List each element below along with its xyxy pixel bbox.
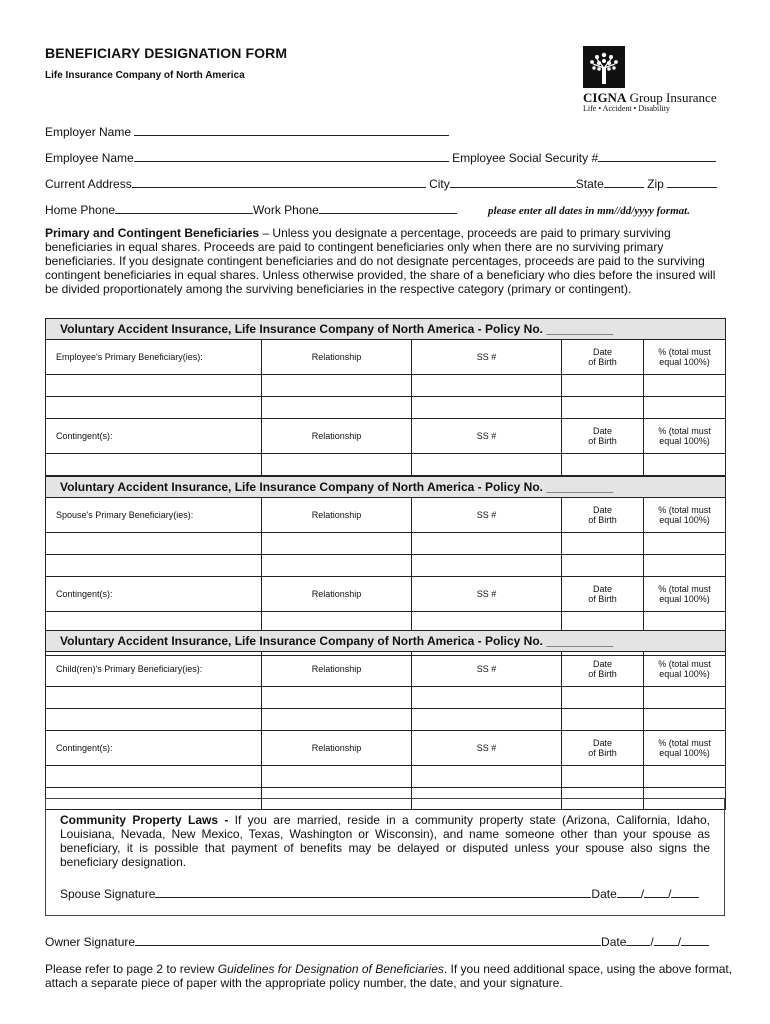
owner-date-year[interactable]: [681, 935, 709, 946]
beneficiary-instructions: [45, 226, 725, 296]
employer-name-row: [45, 125, 449, 139]
logo-brand-name: CIGNA Group Insurance: [583, 90, 717, 105]
date-format-note: please enter all dates in mm//dd/yyyy format.: [488, 205, 690, 217]
relationship-header: Relationship: [262, 340, 412, 375]
owner-date-label: Date: [601, 935, 627, 949]
primary-beneficiary-label: Spouse's Primary Beneficiary(ies):: [46, 498, 262, 533]
table-row[interactable]: [46, 687, 726, 709]
section-title: Voluntary Accident Insurance, Life Insurance Company of North America - Policy No. __________: [46, 631, 726, 652]
relationship-header: Relationship: [262, 419, 412, 454]
instructions-heading: Primary and Contingent Beneficiaries: [45, 226, 260, 240]
employer-name-label: Employer Name: [45, 125, 132, 139]
owner-signature-label: Owner Signature: [45, 935, 136, 949]
section-title: Voluntary Accident Insurance, Life Insurance Company of North America - Policy No. __________: [46, 319, 726, 340]
percent-header: % (total must equal 100%): [644, 340, 726, 375]
primary-beneficiary-label: Employee's Primary Beneficiary(ies):: [46, 340, 262, 375]
ss-header: SS #: [412, 498, 562, 533]
instructions-text: – Unless you designate a percentage, proceeds are paid to primary surviving beneficiaries in equal shares. Proceeds are paid to contingent beneficiaries only when there are no surviving primary beneficiaries. If you designate contingent beneficiaries and do not designate percentages, proceeds are paid to the surviving contingent beneficiaries in equal shares. Unless otherwise provided, the share of a beneficiary who dies before the insured will be divided proportionately among the surviving beneficiaries in the respective category (primary or contingent).: [45, 226, 716, 296]
employee-name-field[interactable]: [134, 151, 449, 162]
table-row[interactable]: [46, 555, 726, 577]
employee-name-label: Employee Name: [45, 151, 134, 165]
employee-beneficiary-table: [45, 318, 726, 498]
dob-header: Date of Birth: [562, 652, 644, 687]
table-row[interactable]: [46, 709, 726, 731]
relationship-header: Relationship: [262, 652, 412, 687]
section-title: Voluntary Accident Insurance, Life Insurance Company of North America - Policy No. __________: [46, 477, 726, 498]
community-property-box: [45, 798, 725, 916]
cigna-logo: [583, 46, 733, 116]
table-row[interactable]: [46, 454, 726, 476]
relationship-header: Relationship: [262, 731, 412, 766]
ss-header: SS #: [412, 577, 562, 612]
dob-header: Date of Birth: [562, 577, 644, 612]
spouse-signature-label: Spouse Signature: [60, 887, 156, 901]
current-address-label: Current Address: [45, 177, 132, 191]
form-title: BENEFICIARY DESIGNATION FORM: [45, 45, 288, 61]
employer-name-field[interactable]: [134, 125, 449, 136]
address-row: [45, 177, 717, 191]
dob-header: Date of Birth: [562, 340, 644, 375]
city-field[interactable]: [450, 177, 576, 188]
current-address-field[interactable]: [132, 177, 426, 188]
percent-header: % (total must equal 100%): [644, 577, 726, 612]
owner-signature-field[interactable]: [135, 935, 601, 946]
primary-beneficiary-label: Child(ren)'s Primary Beneficiary(ies):: [46, 652, 262, 687]
state-field[interactable]: [604, 177, 644, 188]
ss-header: SS #: [412, 652, 562, 687]
spouse-date-label: Date: [591, 887, 617, 901]
spouse-date-day[interactable]: [644, 887, 668, 898]
children-beneficiary-table: [45, 630, 726, 810]
spouse-date-year[interactable]: [671, 887, 699, 898]
owner-signature-row: Owner Signature Date / /: [45, 935, 709, 949]
spouse-date-month[interactable]: [617, 887, 641, 898]
ss-header: SS #: [412, 340, 562, 375]
zip-field[interactable]: [667, 177, 717, 188]
spouse-signature-field[interactable]: [155, 887, 591, 898]
phone-row: [45, 203, 457, 217]
tree-logo-icon: [583, 46, 625, 88]
logo-tagline: Life • Accident • Disability: [583, 104, 670, 113]
community-property-heading: Community Property Laws -: [60, 813, 235, 827]
contingent-label: Contingent(s):: [46, 577, 262, 612]
employee-ssn-label: Employee Social Security #: [452, 151, 599, 165]
contingent-label: Contingent(s):: [46, 419, 262, 454]
spouse-signature-row: Spouse Signature Date / /: [60, 887, 699, 901]
company-subtitle: Life Insurance Company of North America: [45, 70, 245, 81]
relationship-header: Relationship: [262, 577, 412, 612]
table-row[interactable]: [46, 397, 726, 419]
table-row[interactable]: [46, 766, 726, 788]
percent-header: % (total must equal 100%): [644, 652, 726, 687]
zip-label: Zip: [647, 177, 664, 191]
refer-instructions: Please refer to page 2 to review Guidelines for Designation of Beneficiaries. If you need additional space, using the above format, attach a separate piece of paper with the appropriate policy number, the date, and your signature.: [45, 962, 733, 990]
city-label: City: [429, 177, 450, 191]
owner-date-month[interactable]: [626, 935, 650, 946]
home-phone-field[interactable]: [115, 203, 253, 214]
state-label: State: [575, 177, 604, 191]
percent-header: % (total must equal 100%): [644, 498, 726, 533]
owner-date-day[interactable]: [654, 935, 678, 946]
employee-row: [45, 151, 716, 165]
ss-header: SS #: [412, 731, 562, 766]
work-phone-label: Work Phone: [253, 203, 319, 217]
contingent-label: Contingent(s):: [46, 731, 262, 766]
percent-header: % (total must equal 100%): [644, 419, 726, 454]
table-row[interactable]: [46, 533, 726, 555]
spouse-beneficiary-table: [45, 476, 726, 656]
ss-header: SS #: [412, 419, 562, 454]
relationship-header: Relationship: [262, 498, 412, 533]
percent-header: % (total must equal 100%): [644, 731, 726, 766]
work-phone-field[interactable]: [319, 203, 457, 214]
dob-header: Date of Birth: [562, 731, 644, 766]
dob-header: Date of Birth: [562, 498, 644, 533]
dob-header: Date of Birth: [562, 419, 644, 454]
table-row[interactable]: [46, 375, 726, 397]
community-property-text: Community Property Laws - If you are married, reside in a community property state (Arizona, California, Idaho, Louisiana, Nevada, New Mexico, Texas, Washington or Wisconsin), and name someone other than your spouse as beneficiary, it is possible that payment of benefits may be delayed or disputed unless your spouse also signs the beneficiary designation.: [60, 813, 710, 869]
employee-ssn-field[interactable]: [598, 151, 716, 162]
guidelines-reference: Guidelines for Designation of Beneficiaries: [217, 962, 444, 976]
home-phone-label: Home Phone: [45, 203, 116, 217]
